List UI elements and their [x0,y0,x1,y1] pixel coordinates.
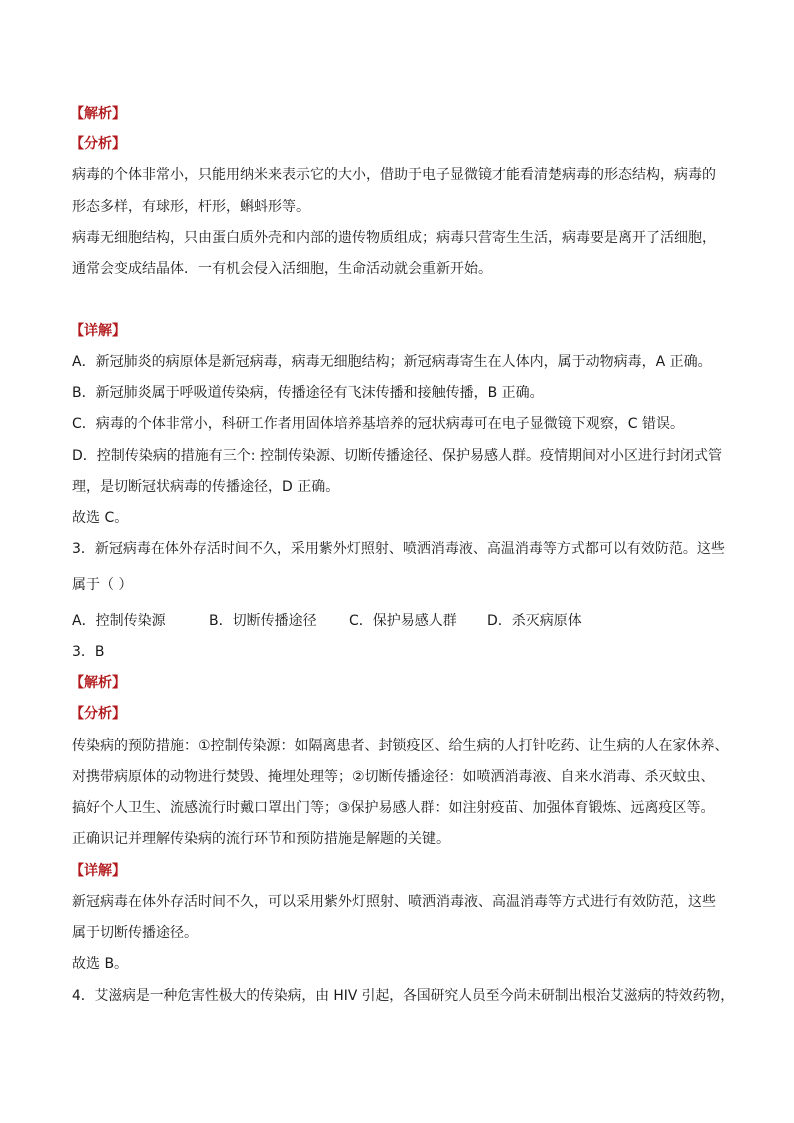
analysis-line: 搞好个人卫生、流感流行时戴口罩出门等；③保护易感人群：如注射疫苗、加强体育锻炼、远离疫区等。 [72,800,715,816]
options-row [72,611,582,631]
detail-line: B．新冠肺炎属于呼吸道传染病，传播途径有飞沫传播和接触传播，B 正确。 [72,385,544,401]
detail-line: A．新冠肺炎的病原体是新冠病毒，病毒无细胞结构；新冠病毒寄生在人体内，属于动物病毒，A 正确。 [72,354,712,370]
fenxi-heading: 【分析】 [70,706,126,722]
analysis-line: 正确识记并理解传染病的流行环节和预防措施是解题的关键。 [72,831,450,847]
xiangjie-heading: 【详解】 [70,863,126,879]
option-d: D．杀灭病原体 [487,613,582,629]
analysis-line: 病毒的个体非常小，只能用纳米来表示它的大小，借助于电子显微镜才能看清楚病毒的形态结构，病毒的 [72,167,716,183]
xiangjie-heading: 【详解】 [70,323,126,339]
answer-line: 故选 C。 [72,510,129,526]
answer-line: 故选 B。 [72,956,129,972]
detail-line: C．病毒的个体非常小，科研工作者用固体培养基培养的冠状病毒可在电子显微镜下观察，C 错误。 [72,416,684,432]
question-stem: 4．艾滋病是一种危害性极大的传染病，由 HIV 引起，各国研究人员至今尚未研制出根治艾滋病的特效药物， [72,988,735,1004]
option-b: B．切断传播途径 [209,613,317,629]
detail-line: 属于切断传播途径。 [72,925,198,941]
analysis-line: 对携带病原体的动物进行焚毁、掩埋处理等；②切断传播途径：如喷洒消毒液、自来水消毒、杀灭蚊虫、 [72,769,715,785]
question-stem: 3．新冠病毒在体外存活时间不久，采用紫外灯照射、喷洒消毒液、高温消毒等方式都可以有效防范。这些 [72,541,725,557]
question-stem: 属于（ ） [72,577,133,593]
analysis-line: 形态多样，有球形，杆形，蝌蚪形等。 [72,199,310,215]
option-c: C．保护易感人群 [349,613,457,629]
detail-line: 新冠病毒在体外存活时间不久，可以采用紫外灯照射、喷洒消毒液、高温消毒等方式进行有效防范，这些 [72,894,716,910]
analysis-line: 病毒无细胞结构，只由蛋白质外壳和内部的遗传物质组成；病毒只营寄生生活，病毒要是离开了活细胞， [72,230,716,246]
detail-line: D．控制传染病的措施有三个: 控制传染源、切断传播途径、保护易感人群。疫情期间对小区进行封闭式管 [72,448,722,464]
analysis-line: 通常会变成结晶体．一有机会侵入活细胞，生命活动就会重新开始。 [72,261,492,277]
jiexi-heading: 【解析】 [70,106,126,122]
jiexi-heading: 【解析】 [70,675,126,691]
analysis-line: 传染病的预防措施：①控制传染源：如隔离患者、封锁疫区、给生病的人打针吃药、让生病的人在家休养、 [72,738,729,754]
answer-label: 3．B [72,644,105,660]
fenxi-heading: 【分析】 [70,136,126,152]
option-a: A．控制传染源 [72,613,166,629]
detail-line: 理，是切断冠状病毒的传播途径，D 正确。 [72,479,340,495]
